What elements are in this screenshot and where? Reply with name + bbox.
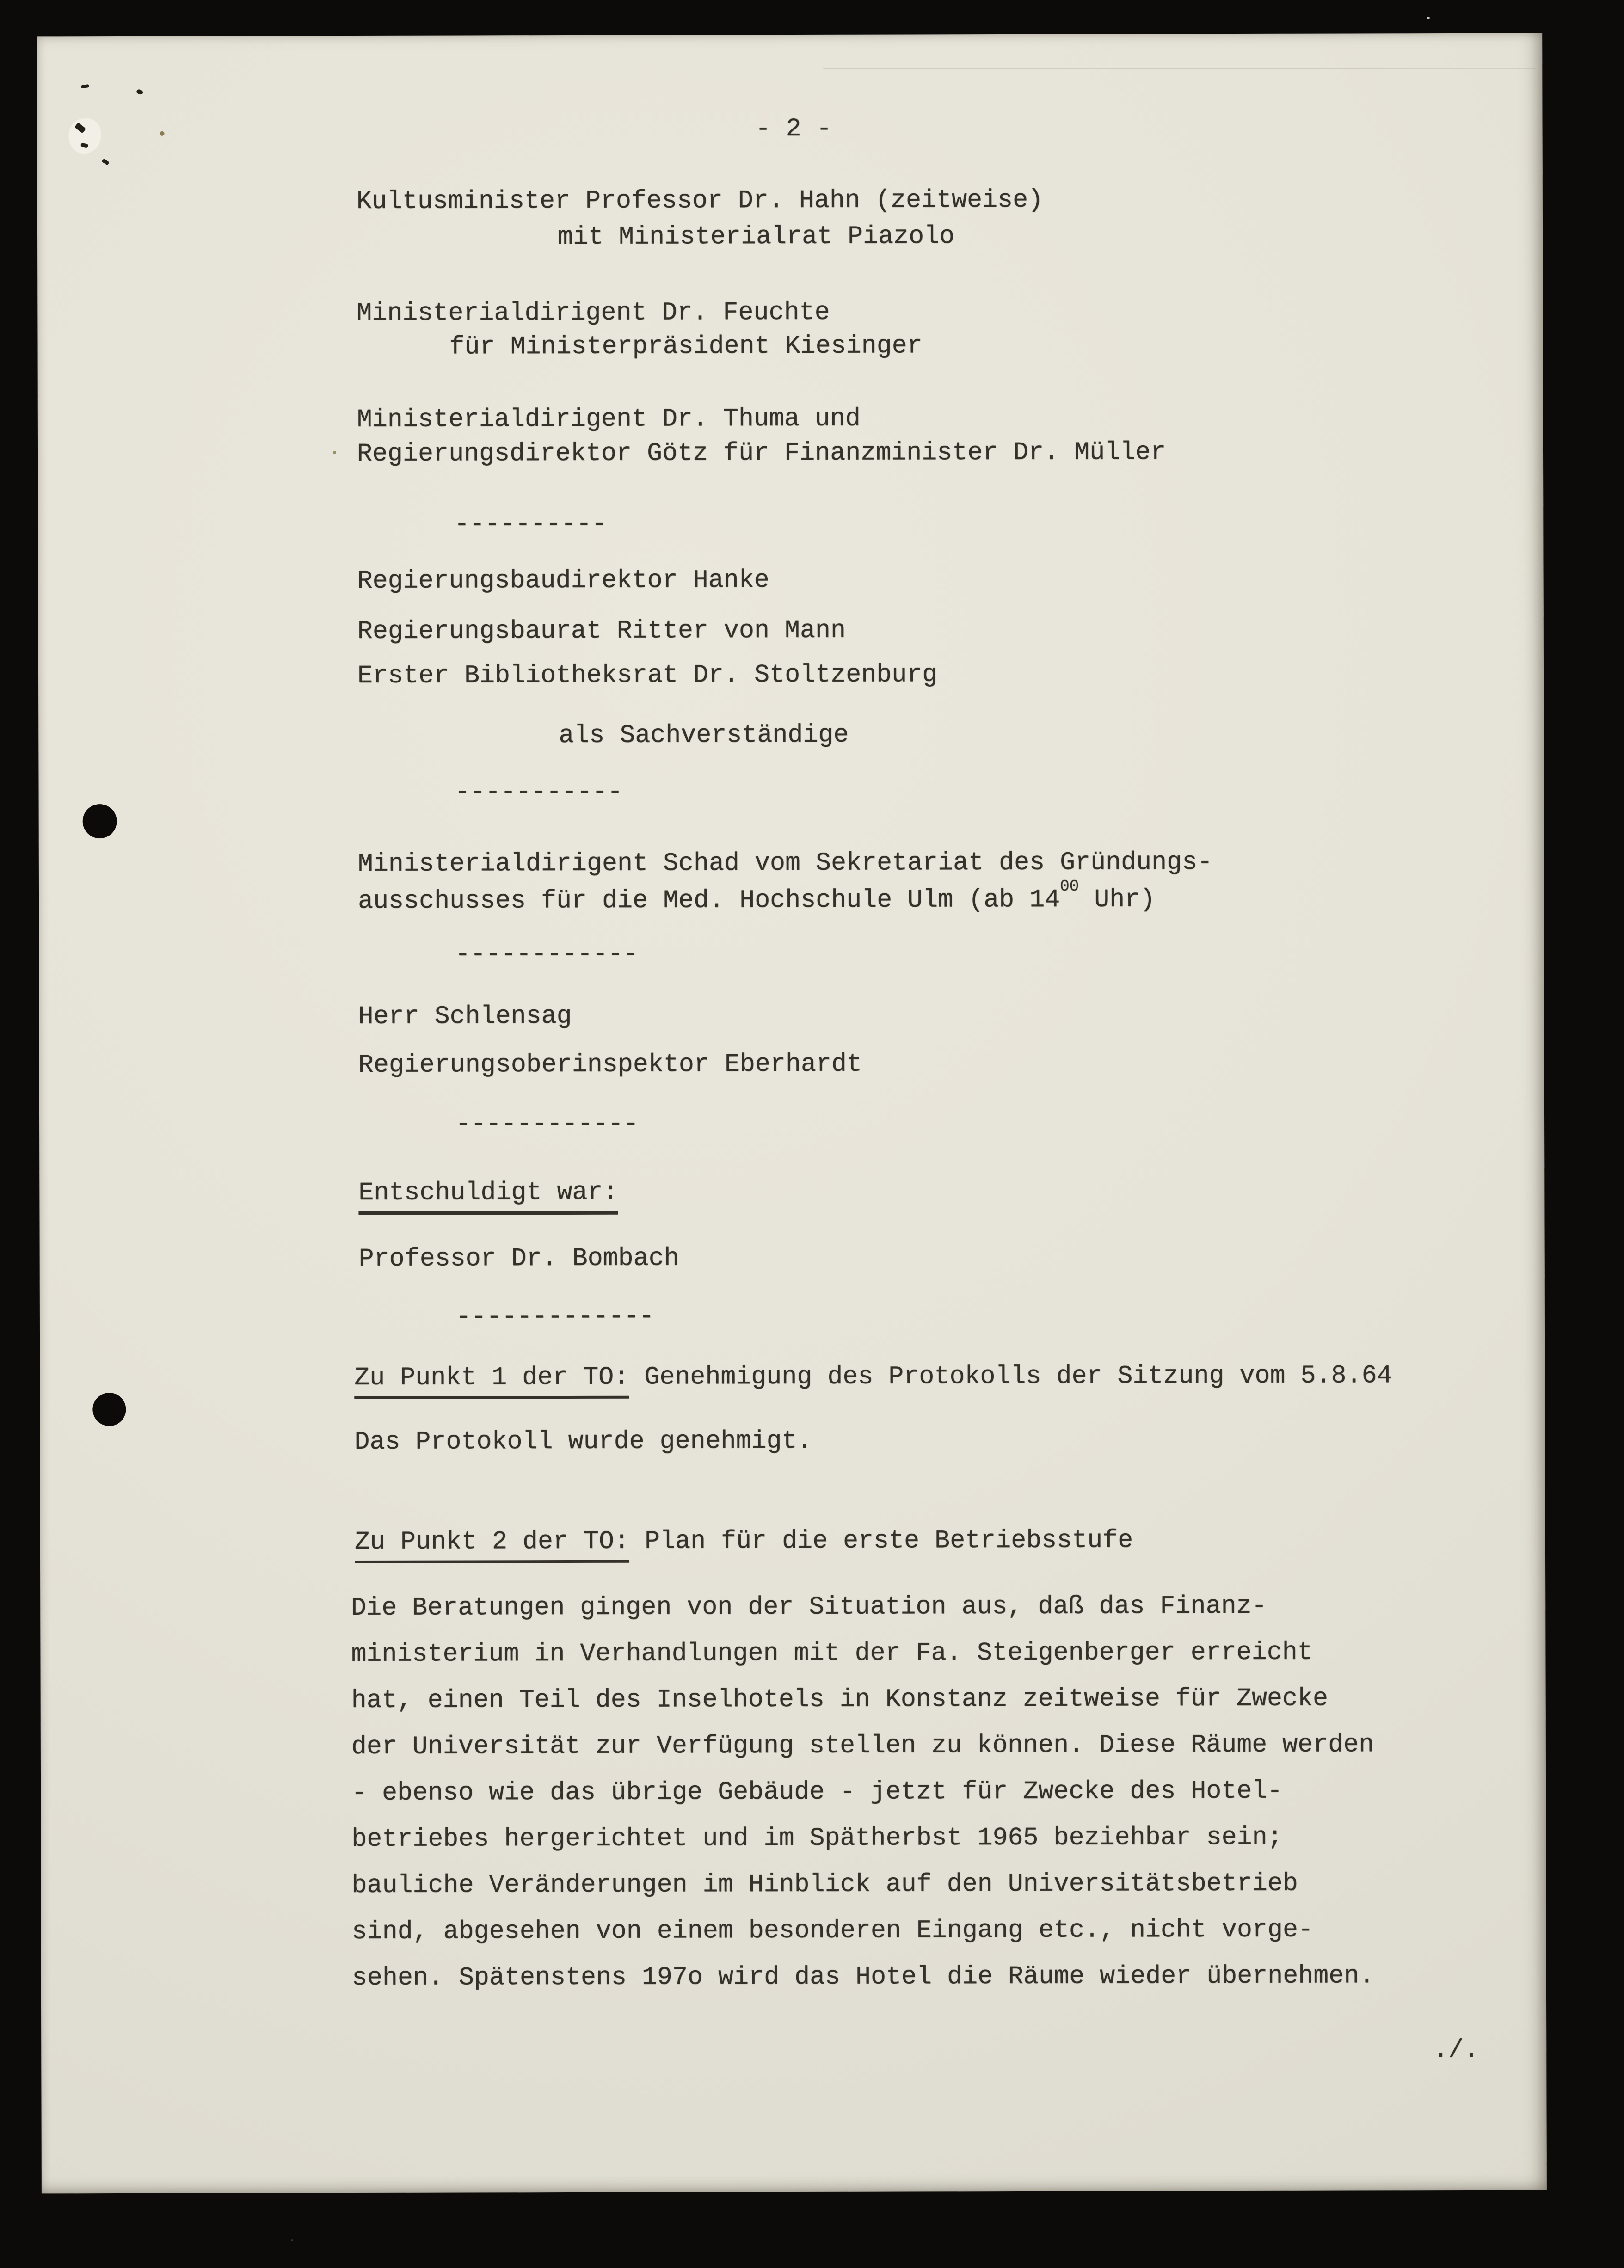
- attendee-line: [357, 878, 1156, 916]
- paper-blemish: [68, 118, 101, 154]
- agenda-item-2-title: Plan für die erste Betriebsstufe: [629, 1525, 1133, 1556]
- attendee-line: Erster Bibliotheksrat Dr. Stoltzenburg: [357, 660, 938, 690]
- ink-speck: [102, 159, 110, 166]
- punch-hole-bottom: [92, 1393, 126, 1426]
- paper-crease: [823, 68, 1535, 69]
- schad-line2-tail: Uhr): [1079, 885, 1156, 915]
- attendee-line: Ministerialdirigent Schad vom Sekretariat des Gründungs-: [357, 848, 1213, 879]
- separator-dashes: -----------: [455, 777, 623, 807]
- dust-speck: [160, 131, 165, 136]
- dust-speck: [1427, 17, 1430, 19]
- separator-dashes: -------------: [455, 1302, 655, 1332]
- schad-line2-text: ausschusses für die Med. Hochschule Ulm (ab 14: [357, 885, 1060, 916]
- agenda-item-1-label: Zu Punkt 1 der TO:: [354, 1362, 629, 1399]
- page-number: - 2 -: [755, 114, 832, 144]
- punch-hole-top: [83, 804, 117, 838]
- attendee-line: mit Ministerialrat Piazolo: [557, 221, 955, 252]
- attendee-line: Ministerialdirigent Dr. Feuchte: [357, 297, 830, 328]
- experts-role-line: als Sachverständige: [559, 720, 849, 750]
- attendee-line: für Ministerpräsident Kiesinger: [449, 331, 923, 362]
- continuation-mark: ./.: [1433, 2035, 1479, 2065]
- agenda-item-1-heading: [354, 1360, 1392, 1399]
- attendee-line: Kultusminister Professor Dr. Hahn (zeitweise): [356, 185, 1044, 216]
- attendee-line: Herr Schlensag: [358, 1001, 572, 1031]
- document-page: [37, 33, 1547, 2194]
- attendee-line: Regierungsbaudirektor Hanke: [357, 565, 769, 596]
- attendee-line: Regierungsbaurat Ritter von Mann: [357, 615, 846, 646]
- attendee-line: Regierungsoberinspektor Eberhardt: [358, 1049, 862, 1080]
- ink-speck: [81, 84, 89, 88]
- time-superscript: 00: [1060, 878, 1079, 896]
- agenda-item-2-heading: [355, 1525, 1133, 1563]
- agenda-item-2-body: Die Beratungen gingen von der Situation aus, daß das Finanz- ministerium in Verhandlungen mit der Fa. Steigenberger erreicht hat, einen Teil des Inselhotels in Konstanz zeitweise für Zwecke der Universität zur Verfügung stellen zu können. Diese Räume werden - ebenso wie das übrige Gebäude - jetzt für Zwecke des Hotel- betriebes hergerichtet und im Spätherbst 1965 beziehbar sein; bauliche Veränderungen im Hinblick auf den Universitätsbetrieb sind, abgesehen von einem besonderen Eingang etc., nicht vorge- sehen. Spätenstens 197o wird das Hotel die Räume wieder übernehmen.: [351, 1591, 1375, 1992]
- separator-dashes: ------------: [455, 1109, 639, 1139]
- agenda-item-2-label: Zu Punkt 2 der TO:: [355, 1526, 629, 1563]
- separator-dashes: ------------: [455, 939, 639, 969]
- ink-speck: [136, 88, 144, 95]
- agenda-item-1-title: Genehmigung des Protokolls der Sitzung vom 5.8.64: [629, 1361, 1392, 1392]
- excused-section: [358, 1177, 618, 1215]
- dust-speck: [333, 451, 336, 454]
- attendee-line: Ministerialdirigent Dr. Thuma und: [357, 404, 861, 434]
- excused-heading: Entschuldigt war:: [358, 1177, 618, 1215]
- agenda-item-1-body: Das Protokoll wurde genehmigt.: [354, 1426, 812, 1457]
- dust-speck: [291, 2239, 293, 2241]
- separator-dashes: ----------: [454, 509, 607, 539]
- attendee-line: Regierungsdirektor Götz für Finanzminister Dr. Müller: [357, 437, 1166, 468]
- excused-name: Professor Dr. Bombach: [358, 1243, 679, 1273]
